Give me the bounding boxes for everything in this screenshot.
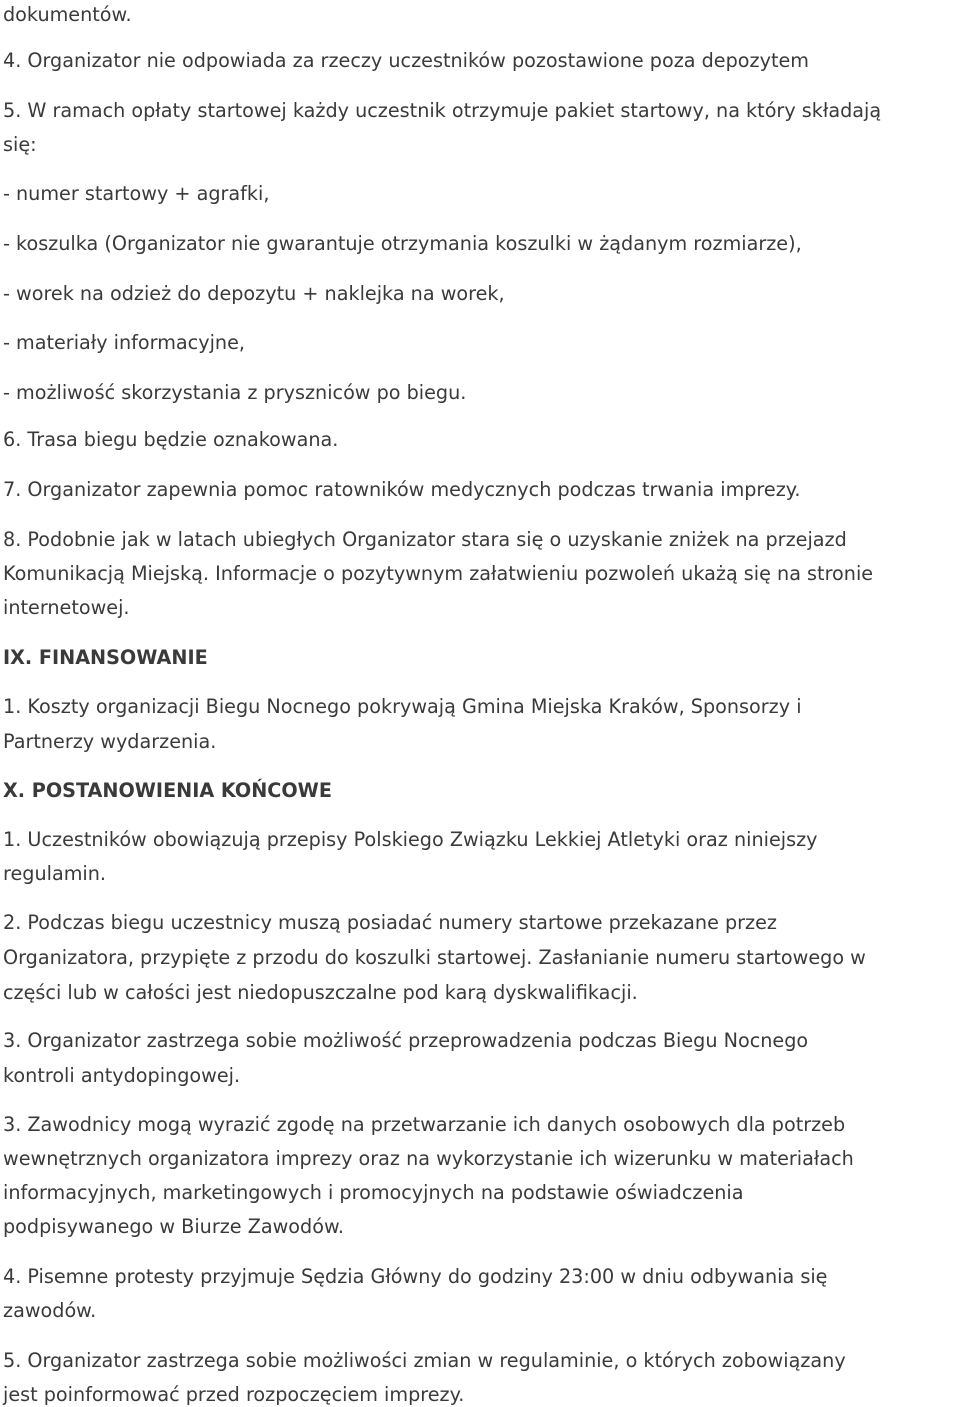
text-line: wewnętrznych organizatora imprezy oraz na wykorzystanie ich wizerunku w materiałach bbox=[3, 1147, 854, 1170]
text-line: 5. W ramach opłaty startowej każdy uczestnik otrzymuje pakiet startowy, na który składają bbox=[3, 99, 882, 122]
text-line: dokumentów. bbox=[3, 3, 132, 26]
section-heading: X. POSTANOWIENIA KOŃCOWE bbox=[3, 779, 332, 802]
text-line: regulamin. bbox=[3, 862, 106, 885]
text-line: Komunikacją Miejską. Informacje o pozytywnym załatwieniu pozwoleń ukażą się na stronie bbox=[3, 562, 874, 585]
text-line: 3. Zawodnicy mogą wyrazić zgodę na przetwarzanie ich danych osobowych dla potrzeb bbox=[3, 1113, 846, 1136]
text-line: 3. Organizator zastrzega sobie możliwość przeprowadzenia podczas Biegu Nocnego bbox=[3, 1029, 809, 1052]
text-line: 2. Podczas biegu uczestnicy muszą posiadać numery startowe przekazane przez bbox=[3, 911, 777, 934]
text-line: - numer startowy + agrafki, bbox=[3, 182, 270, 205]
text-line: Partnerzy wydarzenia. bbox=[3, 730, 217, 753]
text-line: zawodów. bbox=[3, 1299, 97, 1322]
text-line: - worek na odzież do depozytu + naklejka na worek, bbox=[3, 282, 505, 305]
text-line: 4. Pisemne protesty przyjmuje Sędzia Główny do godziny 23:00 w dniu odbywania się bbox=[3, 1265, 828, 1288]
text-line: - koszulka (Organizator nie gwarantuje otrzymania koszulki w żądanym rozmiarze), bbox=[3, 232, 802, 255]
text-line: Organizatora, przypięte z przodu do koszulki startowej. Zasłanianie numeru startowego w bbox=[3, 946, 866, 969]
text-line: - materiały informacyjne, bbox=[3, 331, 245, 354]
text-line: 7. Organizator zapewnia pomoc ratowników medycznych podczas trwania imprezy. bbox=[3, 478, 801, 501]
text-line: 1. Uczestników obowiązują przepisy Polskiego Związku Lekkiej Atletyki oraz niniejszy bbox=[3, 828, 818, 851]
text-line: 4. Organizator nie odpowiada za rzeczy uczestników pozostawione poza depozytem bbox=[3, 49, 809, 72]
text-line: się: bbox=[3, 133, 37, 156]
text-line: jest poinformować przed rozpoczęciem imprezy. bbox=[3, 1383, 465, 1406]
text-line: części lub w całości jest niedopuszczalne pod karą dyskwalifikacji. bbox=[3, 981, 638, 1004]
text-line: - możliwość skorzystania z pryszniców po biegu. bbox=[3, 381, 467, 404]
text-line: kontroli antydopingowej. bbox=[3, 1064, 241, 1087]
text-line: 1. Koszty organizacji Biegu Nocnego pokrywają Gmina Miejska Kraków, Sponsorzy i bbox=[3, 695, 802, 718]
text-line: internetowej. bbox=[3, 596, 130, 619]
text-line: 5. Organizator zastrzega sobie możliwości zmian w regulaminie, o których zobowiązany bbox=[3, 1349, 846, 1372]
text-line: 8. Podobnie jak w latach ubiegłych Organizator stara się o uzyskanie zniżek na przejazd bbox=[3, 528, 847, 551]
text-line: 6. Trasa biegu będzie oznakowana. bbox=[3, 428, 339, 451]
text-line: informacyjnych, marketingowych i promocyjnych na podstawie oświadczenia bbox=[3, 1181, 744, 1204]
section-heading: IX. FINANSOWANIE bbox=[3, 646, 208, 669]
text-line: podpisywanego w Biurze Zawodów. bbox=[3, 1215, 344, 1238]
